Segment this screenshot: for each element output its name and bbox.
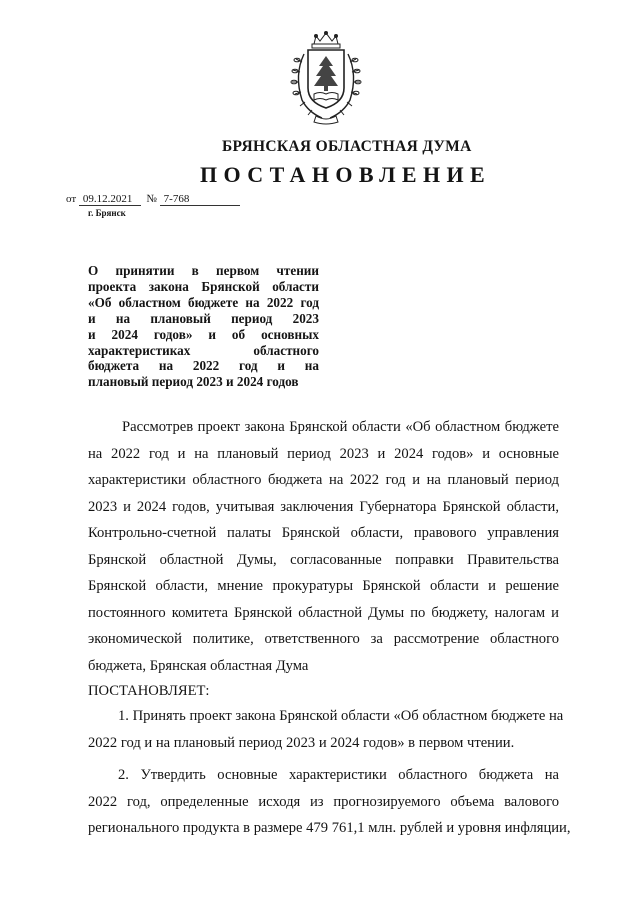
- subject-line: и 2024 годов» и об основных: [88, 326, 319, 342]
- preamble-line: на 2022 год и на плановый период 2023 и 2024 годов» и основные: [88, 445, 559, 462]
- preamble-line: Брянской областной Думы, согласованные поправки Правительства: [88, 551, 559, 568]
- preamble-line: постоянного комитета Брянской областной Думы по бюджету, налогам и: [88, 604, 559, 621]
- document-meta: [66, 193, 240, 206]
- document-body: [88, 414, 571, 842]
- preamble-line: бюджета, Брянская областная Дума: [88, 657, 309, 674]
- document-subject: [88, 263, 319, 390]
- preamble-line: Рассмотрев проект закона Брянской области «Об областном бюджете: [122, 419, 559, 435]
- organization-name: БРЯНСКАЯ ОБЛАСТНАЯ ДУМА: [222, 138, 472, 155]
- item1-line: 1. Принять проект закона Брянской области «Об областном бюджете на: [118, 708, 564, 724]
- item2-line: 2. Утвердить основные характеристики областного бюджета на: [118, 767, 559, 783]
- subject-line: О принятии в первом чтении: [88, 263, 319, 278]
- preamble-line: Контрольно-счетной палаты Брянской области, правового управления: [88, 525, 559, 541]
- document-city: г. Брянск: [88, 208, 126, 218]
- resolves-heading: ПОСТАНОВЛЯЕТ:: [88, 683, 210, 699]
- subject-line: плановый период 2023 и 2024 годов: [88, 374, 299, 390]
- item2-line: 2022 год, определенные исходя из прогнозируемого объема валового: [88, 793, 559, 810]
- item2-line: регионального продукта в размере 479 761,1 млн. рублей и уровня инфляции,: [88, 820, 571, 836]
- preamble-line: 2023 и 2024 годов, учитывая заключения Губернатора Брянской области,: [88, 498, 559, 515]
- number-prefix: №: [146, 193, 157, 205]
- subject-line: проекта закона Брянской области: [88, 278, 319, 294]
- document-number: 7-768: [160, 193, 240, 206]
- subject-line: «Об областном бюджете на 2022 год: [88, 294, 319, 310]
- preamble-line: характеристики областного бюджета на 2022 год и на плановый период: [88, 472, 559, 488]
- preamble-line: экономической политике, ответственного за рассмотрение областного: [88, 631, 559, 647]
- subject-line: бюджета на 2022 год и на: [88, 358, 319, 374]
- preamble-line: Брянской области, мнение прокуратуры Брянской области и решение: [88, 578, 559, 594]
- subject-line: характеристиках областного: [88, 342, 319, 358]
- document-type: ПОСТАНОВЛЕНИЕ: [200, 162, 492, 187]
- bryansk-coat-of-arms-icon: [286, 30, 366, 125]
- date-prefix: от: [66, 193, 77, 205]
- document-date: 09.12.2021: [79, 193, 141, 206]
- item1-line: 2022 год и на плановый период 2023 и 2024 годов» в первом чтении.: [88, 734, 515, 751]
- subject-line: и на плановый период 2023: [88, 310, 319, 326]
